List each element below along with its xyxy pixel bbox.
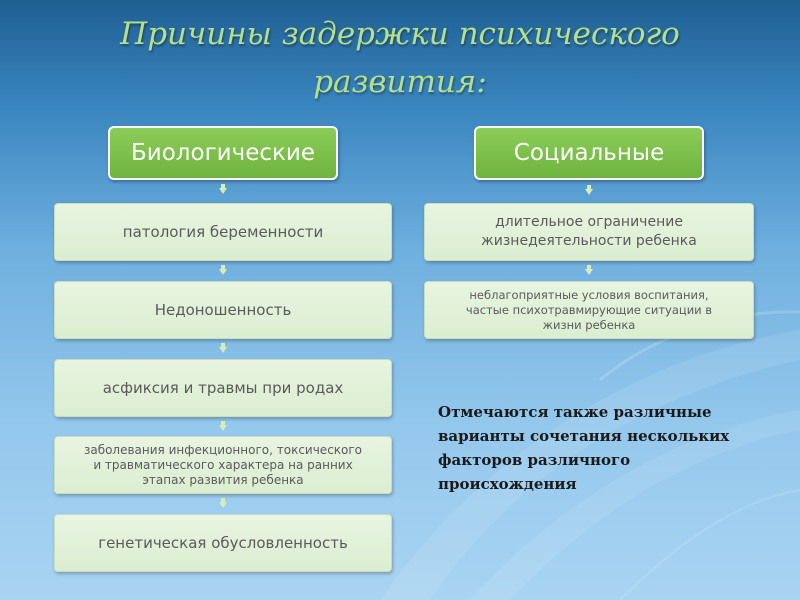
social-item-1 [424, 203, 754, 261]
connector-arrow [219, 343, 227, 353]
biological-item-5-text: генетическая обусловленность [98, 534, 348, 552]
connector-arrow [219, 421, 227, 431]
note-line-1: Отмечаются также различные [438, 403, 712, 421]
social-item-1-line-2: жизнедеятельности ребенка [481, 233, 697, 249]
connector-arrow [219, 265, 227, 275]
social-header: Социальные [474, 126, 704, 180]
social-item-2 [424, 281, 754, 339]
slide-title-line-1: Причины задержки психического [120, 16, 680, 52]
social-item-2-line-1: неблагоприятные условия воспитания, [469, 287, 709, 302]
note-text [438, 400, 768, 496]
biological-item-1-text: патология беременности [122, 223, 324, 241]
note-line-4: происхождения [438, 475, 577, 493]
note-line-3: факторов различного [438, 451, 631, 469]
biological-item-4-line-3: этапах развития ребенка [142, 472, 304, 487]
biological-item-4-line-1: заболевания инфекционного, токсического [83, 442, 363, 457]
note-line-2: варианты сочетания нескольких [438, 427, 730, 445]
biological-item-4-line-2: и травматического характера на ранних [93, 457, 353, 472]
social-item-2-line-2: частые психотравмирующие ситуации в [465, 302, 713, 317]
biological-item-3-text: асфиксия и травмы при родах [102, 379, 344, 397]
biological-item-4 [54, 436, 392, 494]
connector-arrow [219, 184, 227, 194]
biological-item-1 [54, 203, 392, 261]
social-item-1-line-1: длительное ограничение [495, 214, 683, 230]
biological-item-5 [54, 514, 392, 572]
biological-item-2 [54, 281, 392, 339]
connector-arrow [585, 185, 593, 195]
connector-arrow [585, 265, 593, 275]
biological-header: Биологические [108, 126, 338, 180]
slide-title-line-2: развития: [313, 64, 487, 100]
connector-arrow [219, 498, 227, 508]
social-item-2-line-3: жизни ребенка [542, 317, 636, 332]
biological-item-2-text: Недоношенность [154, 301, 292, 319]
biological-item-3 [54, 359, 392, 417]
slide-title [0, 10, 800, 106]
